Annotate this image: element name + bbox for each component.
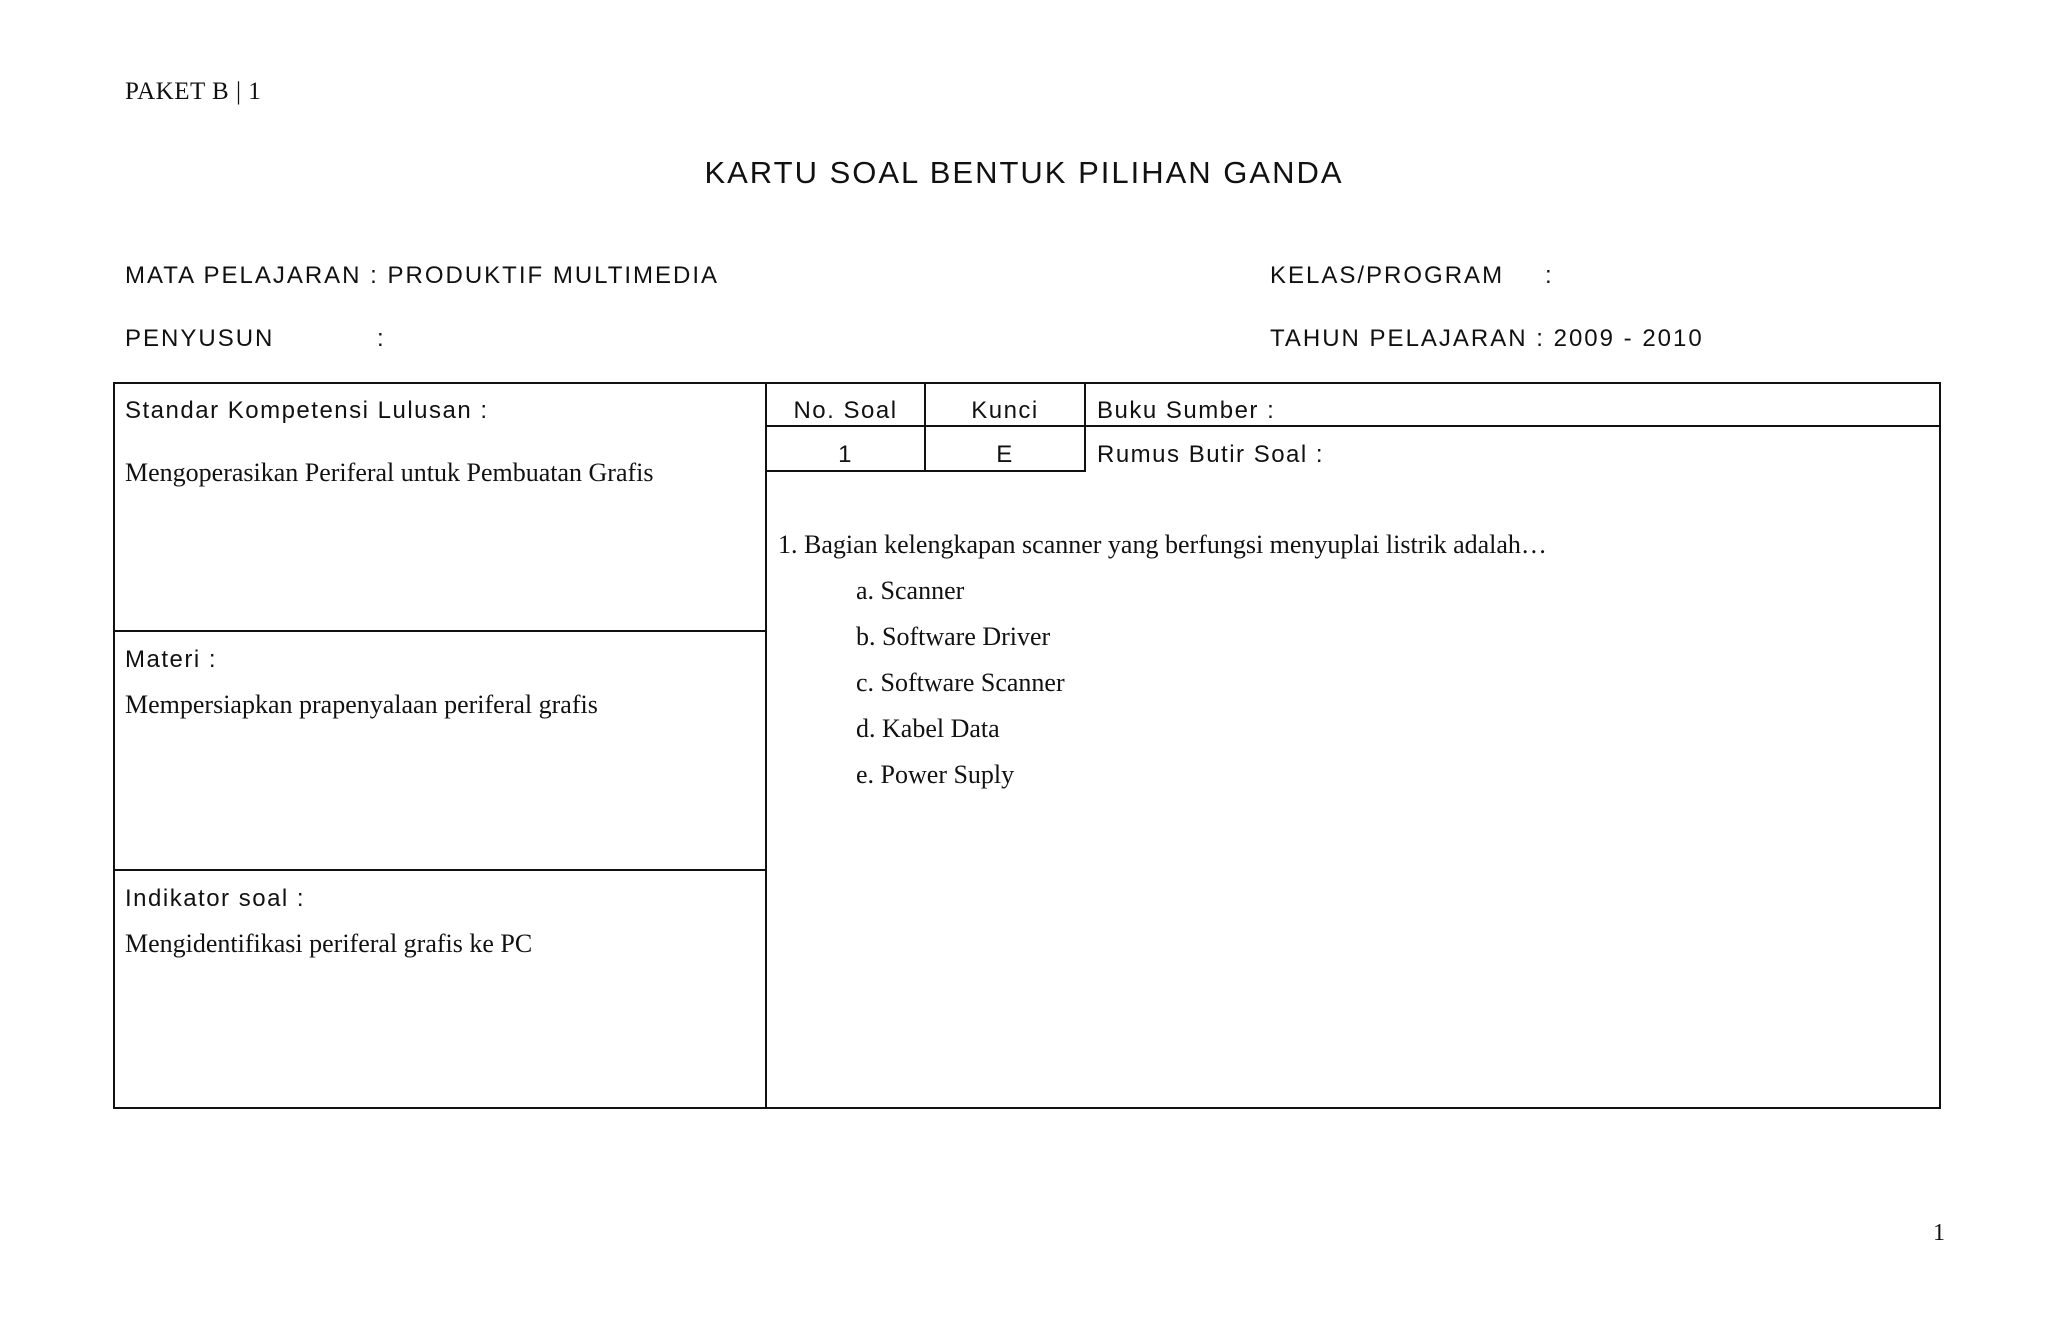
card-border-bottom bbox=[113, 1107, 1941, 1109]
rumus-butir-soal-label: Rumus Butir Soal : bbox=[1097, 441, 1325, 468]
materi-text: Mempersiapkan prapenyalaan periferal grafis bbox=[125, 690, 598, 719]
kelas-program-label: KELAS/PROGRAM bbox=[1270, 262, 1505, 289]
indikator-text: Mengidentifikasi periferal grafis ke PC bbox=[125, 929, 533, 958]
kunci-divider bbox=[1084, 382, 1086, 472]
materi-divider bbox=[113, 869, 767, 871]
skl-divider bbox=[113, 630, 767, 632]
kunci-header: Kunci bbox=[971, 397, 1039, 424]
option-b: b. Software Driver bbox=[856, 622, 1051, 651]
column-divider bbox=[765, 382, 767, 1109]
card-border-left bbox=[113, 382, 115, 1109]
skl-heading: Standar Kompetensi Lulusan : bbox=[125, 397, 489, 424]
card-border-right bbox=[1939, 382, 1941, 1109]
option-a: a. Scanner bbox=[856, 576, 965, 605]
paket-label: PAKET B | 1 bbox=[125, 78, 262, 105]
option-d: d. Kabel Data bbox=[856, 714, 1000, 743]
buku-sumber-label: Buku Sumber : bbox=[1097, 397, 1276, 424]
materi-heading: Materi : bbox=[125, 646, 218, 673]
card-border-top bbox=[113, 382, 1941, 384]
no-soal-value: 1 bbox=[838, 441, 853, 468]
option-e: e. Power Suply bbox=[856, 760, 1015, 789]
mata-pelajaran: MATA PELAJARAN : PRODUKTIF MULTIMEDIA bbox=[125, 262, 720, 289]
skl-text: Mengoperasikan Periferal untuk Pembuatan Grafis bbox=[125, 458, 654, 487]
page-number: 1 bbox=[1933, 1220, 1945, 1246]
no-soal-header: No. Soal bbox=[793, 397, 898, 424]
tahun-pelajaran: TAHUN PELAJARAN : 2009 - 2010 bbox=[1270, 325, 1704, 352]
key-row-bottom bbox=[765, 470, 1086, 472]
question-text: 1. Bagian kelengkapan scanner yang berfungsi menyuplai listrik adalah… bbox=[778, 530, 1547, 559]
penyusun-colon: : bbox=[377, 325, 386, 352]
penyusun-label: PENYUSUN bbox=[125, 325, 275, 352]
option-c: c. Software Scanner bbox=[856, 668, 1065, 697]
indikator-heading: Indikator soal : bbox=[125, 885, 306, 912]
kelas-program-colon: : bbox=[1545, 262, 1554, 289]
kunci-value: E bbox=[996, 441, 1014, 468]
document-title: KARTU SOAL BENTUK PILIHAN GANDA bbox=[704, 155, 1344, 190]
header-row-divider bbox=[765, 425, 1941, 427]
